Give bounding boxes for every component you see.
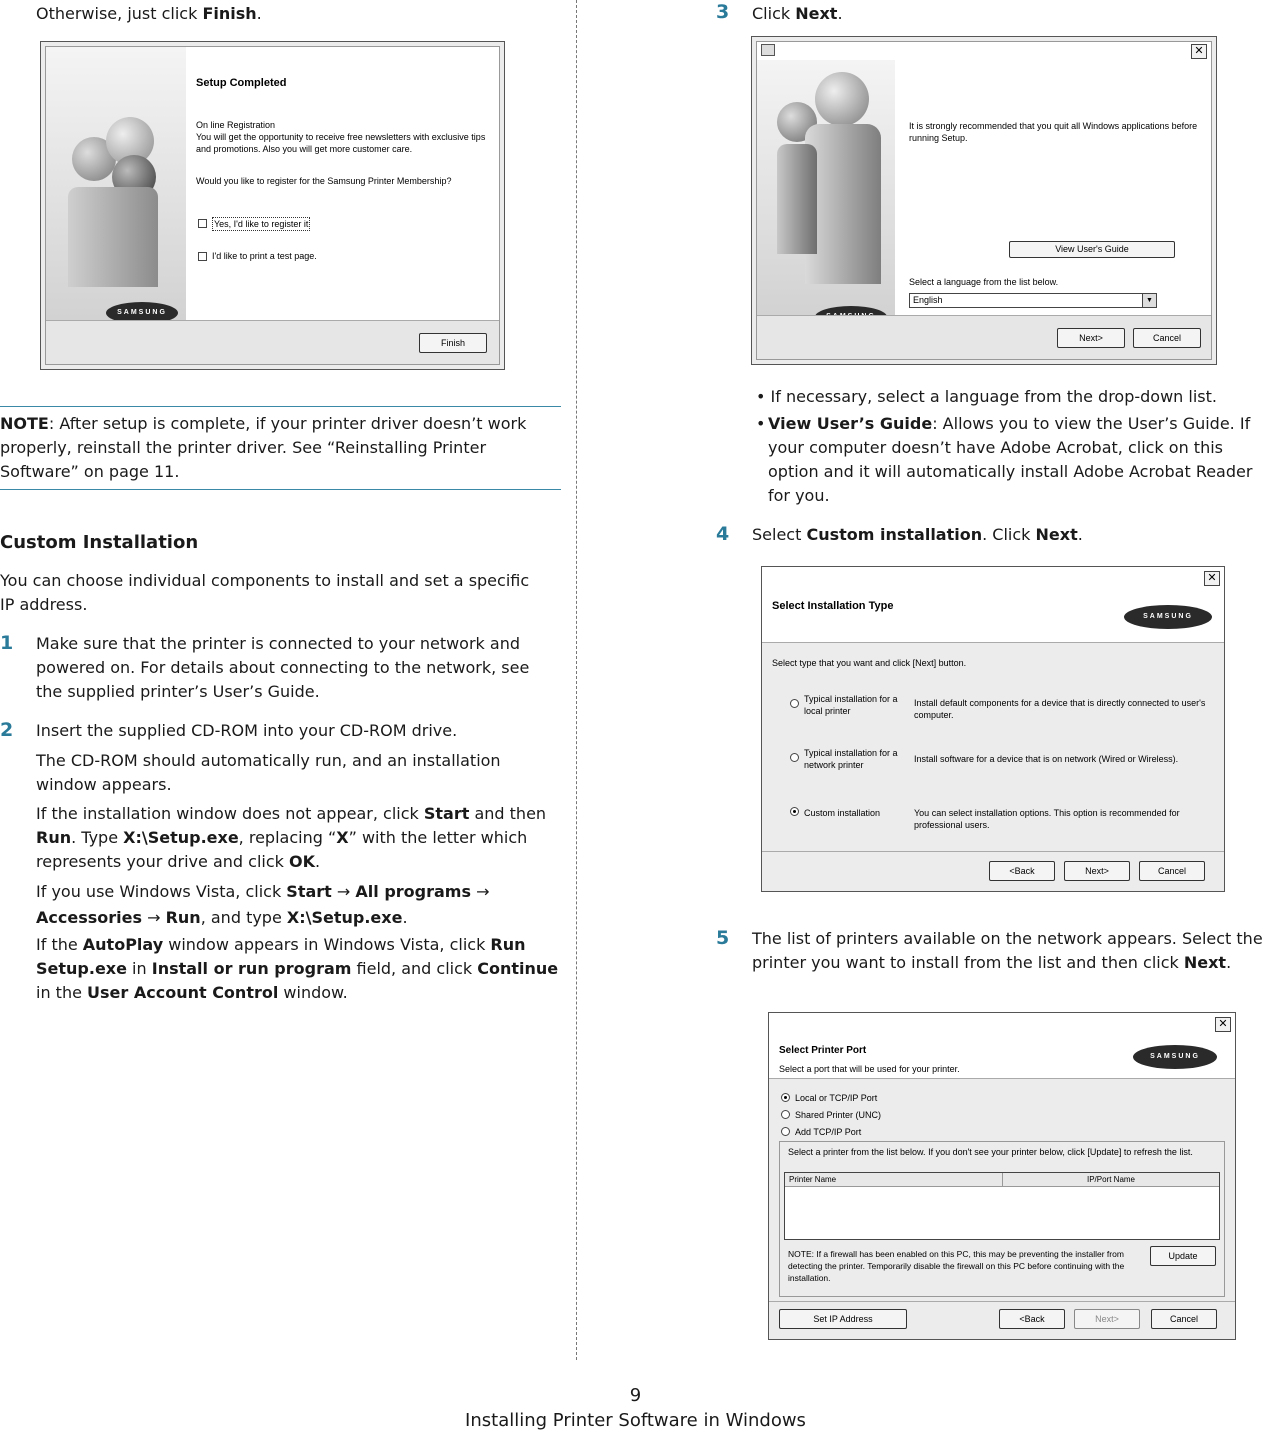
dialog-sidebar-art bbox=[757, 60, 895, 315]
column-header-ip-port[interactable]: IP/Port Name bbox=[1003, 1173, 1219, 1187]
step-2-paragraph-3: If you use Windows Vista, click Start → All programs → Accessories → Run, and type X:\Setup.exe. bbox=[36, 882, 490, 927]
typical-local-desc: Install default components for a device that is directly connected to user's computer. bbox=[914, 698, 1206, 720]
language-select[interactable]: English ▼ bbox=[909, 293, 1157, 308]
step-4-number: 4 bbox=[716, 523, 730, 545]
next-button[interactable]: Next> bbox=[1074, 1309, 1140, 1329]
step-5-number: 5 bbox=[716, 927, 730, 949]
language-label: Select a language from the list below. bbox=[909, 277, 1059, 287]
bullet-language: • If necessary, select a language from the drop-down list. bbox=[756, 387, 1217, 406]
cancel-button[interactable]: Cancel bbox=[1139, 861, 1205, 881]
typical-network-label: Typical installation for a network printer bbox=[804, 748, 898, 770]
dialog-title: Select Printer Port bbox=[779, 1045, 867, 1056]
welcome-dialog bbox=[751, 36, 1217, 365]
step-2-text: Insert the supplied CD-ROM into your CD-ROM drive. bbox=[36, 721, 458, 740]
installation-type-dialog bbox=[761, 566, 1225, 892]
step-4-text: Select Custom installation. Click Next. bbox=[752, 525, 1083, 544]
local-tcpip-label: Local or TCP/IP Port bbox=[795, 1093, 878, 1103]
note-bottom-rule bbox=[0, 489, 561, 490]
local-tcpip-radio[interactable] bbox=[781, 1093, 790, 1102]
membership-question: Would you like to register for the Samsung Printer Membership? bbox=[196, 176, 452, 186]
column-divider bbox=[576, 0, 577, 1360]
firewall-note: NOTE: If a firewall has been enabled on this PC, this may be preventing the installer from detecting the printer. Temporarily disable the firewall on this PC before continuing with the installation. bbox=[788, 1249, 1125, 1283]
step-2-paragraph-2: If the installation window does not appear, click Start and then Run. Type X:\Setup.exe, replacing “X” with the letter which represents your drive and click OK. bbox=[36, 804, 547, 871]
add-tcpip-radio[interactable] bbox=[781, 1127, 790, 1136]
typical-network-desc: Install software for a device that is on network (Wired or Wireless). bbox=[914, 754, 1179, 764]
back-button[interactable]: <Back bbox=[989, 861, 1055, 881]
printer-port-dialog bbox=[768, 1012, 1236, 1340]
page-number: 9 bbox=[629, 1385, 642, 1406]
cancel-button[interactable]: Cancel bbox=[1151, 1309, 1217, 1329]
registration-text: You will get the opportunity to receive free newsletters with exclusive tips and promotions. Also you will get more customer care. bbox=[196, 132, 486, 154]
printer-list-group bbox=[779, 1141, 1225, 1297]
note-top-rule bbox=[0, 406, 561, 407]
dialog-sidebar-art bbox=[46, 47, 186, 320]
bullet-view-users-guide: View User’s Guide: Allows you to view the User’s Guide. If your computer doesn’t have Adobe Acrobat, click on this option and it will automatically install Adobe Acrobat Reader for you. bbox=[768, 414, 1253, 505]
close-icon[interactable]: ✕ bbox=[1191, 44, 1207, 59]
step-2-paragraph-1: The CD-ROM should automatically run, and an installation window appears. bbox=[36, 751, 501, 794]
shared-printer-label: Shared Printer (UNC) bbox=[795, 1110, 882, 1120]
samsung-logo: SAMSUNG bbox=[1133, 1045, 1217, 1069]
app-icon bbox=[761, 44, 775, 56]
step-5-text: The list of printers available on the network appears. Select the printer you want to install from the list and then click Next. bbox=[752, 929, 1263, 972]
custom-installation-label: Custom installation bbox=[804, 808, 881, 818]
step-3-number: 3 bbox=[716, 1, 730, 23]
welcome-message: It is strongly recommended that you quit all Windows applications before running Setup. bbox=[909, 121, 1198, 143]
registration-title: On line Registration bbox=[196, 120, 276, 130]
add-tcpip-label: Add TCP/IP Port bbox=[795, 1127, 862, 1137]
dialog-title: Select Installation Type bbox=[772, 600, 894, 612]
close-icon[interactable]: ✕ bbox=[1204, 571, 1220, 586]
note-text: NOTE: After setup is complete, if your printer driver doesn’t work properly, reinstall the printer driver. See “Reinstalling Printer Software” on page 11. bbox=[0, 414, 527, 481]
custom-installation-radio[interactable] bbox=[790, 807, 799, 816]
typical-network-radio[interactable] bbox=[790, 753, 799, 762]
custom-installation-desc: You can select installation options. This option is recommended for professional users. bbox=[914, 808, 1180, 830]
samsung-logo: SAMSUNG bbox=[1124, 605, 1212, 629]
register-checkbox[interactable] bbox=[198, 219, 207, 228]
printer-list[interactable] bbox=[784, 1172, 1220, 1240]
back-button[interactable]: <Back bbox=[999, 1309, 1065, 1329]
next-button[interactable]: Next> bbox=[1057, 328, 1125, 348]
bullet-guide-marker: • bbox=[756, 414, 766, 433]
setup-completed-dialog bbox=[40, 41, 505, 370]
update-button[interactable]: Update bbox=[1150, 1246, 1216, 1266]
cancel-button[interactable]: Cancel bbox=[1133, 328, 1201, 348]
type-prompt: Select type that you want and click [Next] button. bbox=[772, 658, 967, 668]
column-header-printer-name[interactable]: Printer Name bbox=[785, 1173, 1003, 1187]
step-2-number: 2 bbox=[0, 719, 14, 741]
step-2-paragraph-4: If the AutoPlay window appears in Windows Vista, click Run Setup.exe in Install or run program field, and click Continue in the User Account Control window. bbox=[36, 935, 559, 1002]
set-ip-address-button[interactable]: Set IP Address bbox=[779, 1309, 907, 1329]
finish-button[interactable]: Finish bbox=[419, 333, 487, 353]
step-1-number: 1 bbox=[0, 632, 14, 654]
next-button[interactable]: Next> bbox=[1064, 861, 1130, 881]
test-page-checkbox[interactable] bbox=[198, 252, 207, 261]
close-icon[interactable]: ✕ bbox=[1215, 1017, 1231, 1032]
dialog-title: Setup Completed bbox=[196, 77, 287, 89]
shared-printer-radio[interactable] bbox=[781, 1110, 790, 1119]
step-3-text: Click Next. bbox=[752, 4, 843, 23]
section-description: You can choose individual components to install and set a specific IP address. bbox=[0, 571, 530, 614]
register-label: Yes, I'd like to register it bbox=[214, 219, 309, 229]
chevron-down-icon[interactable]: ▼ bbox=[1142, 294, 1156, 307]
test-page-label: I'd like to print a test page. bbox=[212, 251, 317, 261]
view-users-guide-button[interactable]: View User's Guide bbox=[1009, 241, 1175, 258]
step-1-text: Make sure that the printer is connected to your network and powered on. For details about connecting to the network, see the supplied printer’s User’s Guide. bbox=[36, 634, 530, 701]
list-prompt: Select a printer from the list below. If you don't see your printer below, click [Update] to refresh the list. bbox=[788, 1147, 1193, 1157]
footer-title: Installing Printer Software in Windows bbox=[465, 1410, 806, 1431]
typical-local-label: Typical installation for a local printer bbox=[804, 694, 898, 716]
typical-local-radio[interactable] bbox=[790, 699, 799, 708]
section-heading: Custom Installation bbox=[0, 532, 199, 553]
intro-text: Otherwise, just click Finish. bbox=[36, 4, 262, 23]
dialog-subtitle: Select a port that will be used for your printer. bbox=[779, 1064, 960, 1074]
samsung-logo: SAMSUNG bbox=[106, 302, 178, 324]
